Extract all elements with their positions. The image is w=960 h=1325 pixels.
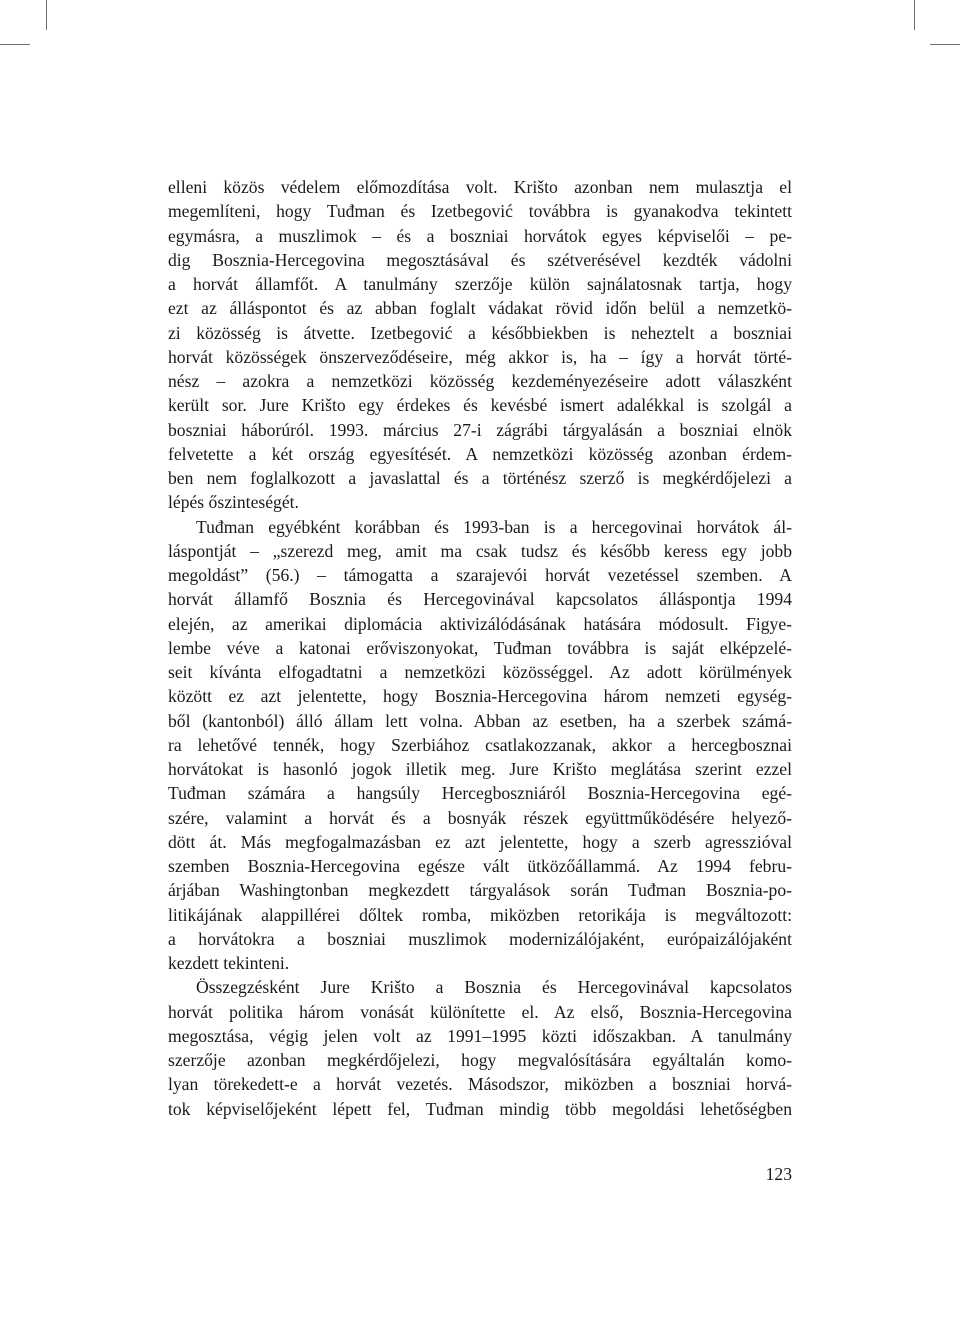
text-line: láspontját – „szerezd meg, amit ma csak tudsz és később keress egy jobb <box>168 540 792 561</box>
text-line: felvetette a két ország egyesítését. A nemzetközi közösség azonban érdem- <box>168 443 792 464</box>
text-line: lyan törekedett-e a horvát vezetés. Másodszor, miközben a boszniai horvá- <box>168 1074 792 1095</box>
text-line: ra lehetővé tennék, hogy Szerbiához csatlakozzanak, akkor a hercegbosznai <box>168 734 792 755</box>
page-number: 123 <box>765 1164 792 1184</box>
text-line: Tuđman egyébként korábban és 1993-ban is a hercegovinai horvátok ál- <box>196 516 792 537</box>
text-line: ezt az álláspontot és az abban foglalt vádakat rövid időn belül a nemzetkö- <box>168 298 792 319</box>
text-line: a horvátokra a boszniai muszlimok modernizálójaként, európaizálójaként <box>168 928 792 949</box>
paragraph-3 <box>168 975 792 1121</box>
text-line: elején, az amerikai diplomácia aktivizálódásának hatására módosult. Figye- <box>168 613 792 634</box>
text-line: lépés őszinteségét. <box>168 492 299 513</box>
text-line: megemlíteni, hogy Tuđman és Izetbegović továbbra is gyanakodva tekintett <box>168 201 792 222</box>
text-line: boszniai háborúról. 1993. március 27-i zágrábi tárgyalásán a boszniai elnök <box>168 419 792 440</box>
text-line: árjában Washingtonban megkezdett tárgyalások során Tuđman Bosznia-po- <box>168 880 792 901</box>
text-line: horvát politika három vonását különítette el. Az első, Bosznia-Hercegovina <box>168 1001 792 1022</box>
text-line: horvátokat is hasonló jogok illetik meg. Jure Krišto meglátása szerint ezzel <box>168 759 792 779</box>
text-line: szerzője azonban megkérdőjelezi, hogy megvalósítására egyáltalán komo- <box>168 1050 792 1070</box>
text-line: között ez azt jelentette, hogy Bosznia-Hercegovina három nemzeti egység- <box>168 686 792 707</box>
text-line: szemben Bosznia-Hercegovina egésze vált ütközőállammá. Az 1994 febru- <box>168 856 792 876</box>
text-line: horvát államfő Bosznia és Hercegovinával kapcsolatos álláspontja 1994 <box>168 589 792 610</box>
text-line: ben nem foglalkozott a javaslattal és a történész szerző is megkérdőjelezi a <box>168 468 792 488</box>
text-line: horvát közösségek önszerveződéseire, még akkor is, ha – így a horvát törté- <box>168 346 792 367</box>
text-line: megosztása, végig jelen volt az 1991–1995 közti időszakban. A tanulmány <box>168 1025 792 1046</box>
text-line: került sor. Jure Krišto egy érdekes és kevésbé ismert adalékkal is szolgál a <box>168 395 792 416</box>
page-body <box>168 175 792 1121</box>
text-line: ből (kantonból) álló állam lett volna. Abban az esetben, ha a szerbek számá- <box>168 710 792 731</box>
text-line: Összegzésként Jure Krišto a Bosznia és Hercegovinával kapcsolatos <box>196 977 792 998</box>
crop-mark-top-right <box>930 44 960 45</box>
text-line: tok képviselőjeként lépett fel, Tuđman mindig több megoldási lehetőségben <box>168 1098 792 1119</box>
text-line: dött át. Más megfogalmazásban ez azt jelentette, hogy a szerb agresszióval <box>168 831 792 852</box>
text-line: elleni közös védelem előmozdítása volt. Krišto azonban nem mulasztja el <box>168 177 792 197</box>
crop-mark-top-right-vertical <box>914 0 915 30</box>
crop-mark-top-left-vertical <box>46 0 47 30</box>
text-line: Tuđman számára a hangsúly Hercegboszniáról Bosznia-Hercegovina egé- <box>168 783 792 804</box>
text-line: megoldást” (56.) – támogatta a szarajevói horvát vezetéssel szemben. A <box>168 565 792 585</box>
text-line: zi közösség is átvette. Izetbegović a későbbiekben is neheztelt a boszniai <box>168 322 792 343</box>
text-line: nész – azokra a nemzetközi közösség kezdeményezéseire adott válaszként <box>168 371 792 391</box>
crop-mark-top-left <box>0 44 30 45</box>
text-line: dig Bosznia-Hercegovina megosztásával és szétverésével kezdték vádolni <box>168 249 792 270</box>
text-line: a horvát államfőt. A tanulmány szerzője külön sajnálatosnak tartja, hogy <box>168 274 792 294</box>
text-line: szére, valamint a horvát és a bosnyák részek együttműködésére helyező- <box>168 807 792 828</box>
text-line: kezdett tekinteni. <box>168 953 290 973</box>
paragraph-1 <box>168 175 792 515</box>
text-line: egymásra, a muszlimok – és a boszniai horvátok egyes képviselői – pe- <box>168 225 792 246</box>
paragraph-2 <box>168 515 792 976</box>
text-line: lembe véve a katonai erőviszonyokat, Tuđman továbbra is saját elképzelé- <box>168 637 792 658</box>
text-line: litikájának alappillérei dőltek romba, miközben retorikája is megváltozott: <box>168 904 792 925</box>
text-line: seit kívánta elfogadtatni a nemzetközi közösséggel. Az adott körülmények <box>168 662 792 682</box>
